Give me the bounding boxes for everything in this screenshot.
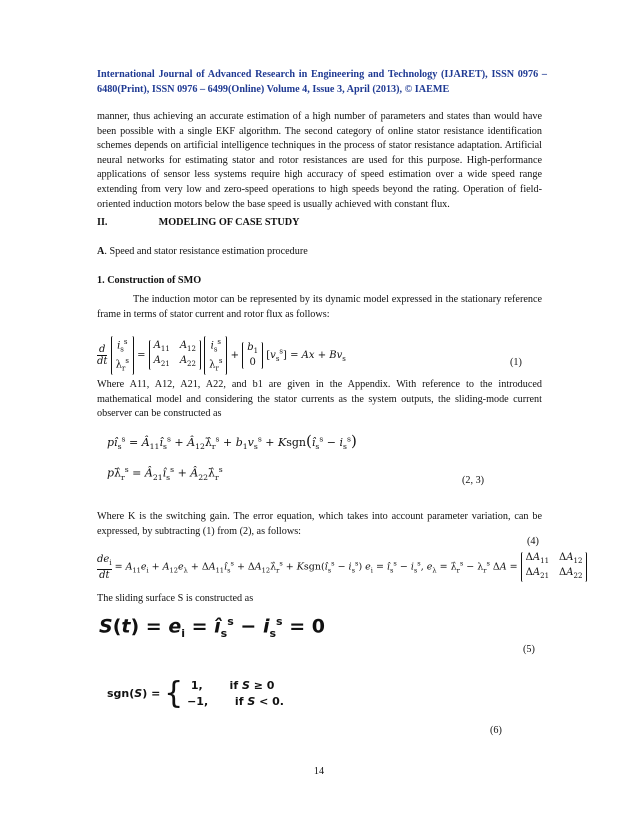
subsection-letter: A xyxy=(97,246,105,257)
equation-4: $de_i$ dt = $A_{11}e_i + A_{12}e_\lambda$ + $\Delta A_{11}î_s^s$ + $\Delta A_{12}\lambdâ_r^s$ + $Ksgn(î_s^s - i_s^s) e_i$ = $î_s^s - i_s^s$, $e_\lambda$ = $\lambdâ_r^s - \lambda_r^s$ ΔA = $\Delta A_{11}$ $\Delta A_{12}$ $\Delta A_{21}$ $\Delta A_{22}$ xyxy=(97,552,587,582)
subsubsection-heading: 1. Construction of SMO xyxy=(97,275,202,286)
equation-4-number: (4) xyxy=(527,536,539,547)
equation-6: sgn(S) = { 1, if S ≥ 0 −1, if S < 0. xyxy=(107,676,284,711)
paragraph-intro: manner, thus achieving an accurate estimation of a high number of parameters and states than would have been possible with a single EKF algorithm. The second category of online stator resistance identification schemes depends on artificial intelligence techniques in the process of stator resistance adaptation. Artificial neural networks for estimating stator and rotor resistances are used for this purpose. High-performance applications of sensor less systems require high accuracy of speed estimation over a wide speed range extending from very low and zero-speed operations to high speeds beyond the rating. Operation of field-oriented induction motors below the base speed is usually achieved with constant flux. xyxy=(97,111,542,210)
equation-3: $p\lambdâ_r^s$ = $Â_{21}î_s^s$ + $Â_{22}\lambdâ_r^s$ xyxy=(107,465,223,482)
subsection-title: . Speed and stator resistance estimation procedure xyxy=(104,246,308,257)
journal-header: International Journal of Advanced Research in Engineering and Technology (IJARET), ISSN 0976 – 6480(Print), ISSN 0976 – 6499(Online) Volume 4, Issue 3, April (2013), © IAEME xyxy=(97,69,547,95)
equation-6-number: (6) xyxy=(490,725,502,736)
page-number: 14 xyxy=(313,766,325,777)
section-heading xyxy=(97,217,299,228)
paragraph-model: The induction motor can be represented by its dynamic model expressed in the stationary reference frame in terms of stator current and rotor flux as follows: xyxy=(97,294,542,320)
equation-1-number: (1) xyxy=(510,357,522,368)
equation-1: $\frac{d}{dt}$ $i_s^s$ $\lambda_r^s$ = $A_{11}$ $A_{12}$ $A_{21}$ $A_{22}$ $i_s^s$ $\lambda_r^s$ + $b_1$ 0 $[v_s^s] = Ax + Bv_s$ xyxy=(97,338,346,373)
equation-2: $pî_s^s$ = $Â_{11}î_s^s$ + $Â_{12}\lambdâ_r^s + b_1v_s^s$ + $Ksgn(î_s^s - i_s^s)$ xyxy=(107,432,357,452)
paragraph-observer: Where A11, A12, A21, A22, and b1 are given in the Appendix. With reference to the introduced mathematical model and considering the stator currents as the system outputs, the sliding-mode current observer can be constructed as xyxy=(97,379,542,420)
equation-5: $S(t) = e_i$ = $î_s^s - i_s^s = 0$ xyxy=(99,615,325,641)
subsection-heading xyxy=(97,246,308,257)
equation-5-number: (5) xyxy=(523,644,535,655)
section-title: MODELING OF CASE STUDY xyxy=(158,217,300,228)
section-number: II. xyxy=(97,217,108,228)
paragraph-surface: The sliding surface S is constructed as xyxy=(97,593,254,604)
paragraph-error: Where K is the switching gain. The error equation, which takes into account parameter variation, can be expressed, by subtracting (1) from (2), as follows: xyxy=(97,511,542,537)
equation-2-3-number: (2, 3) xyxy=(462,475,485,486)
